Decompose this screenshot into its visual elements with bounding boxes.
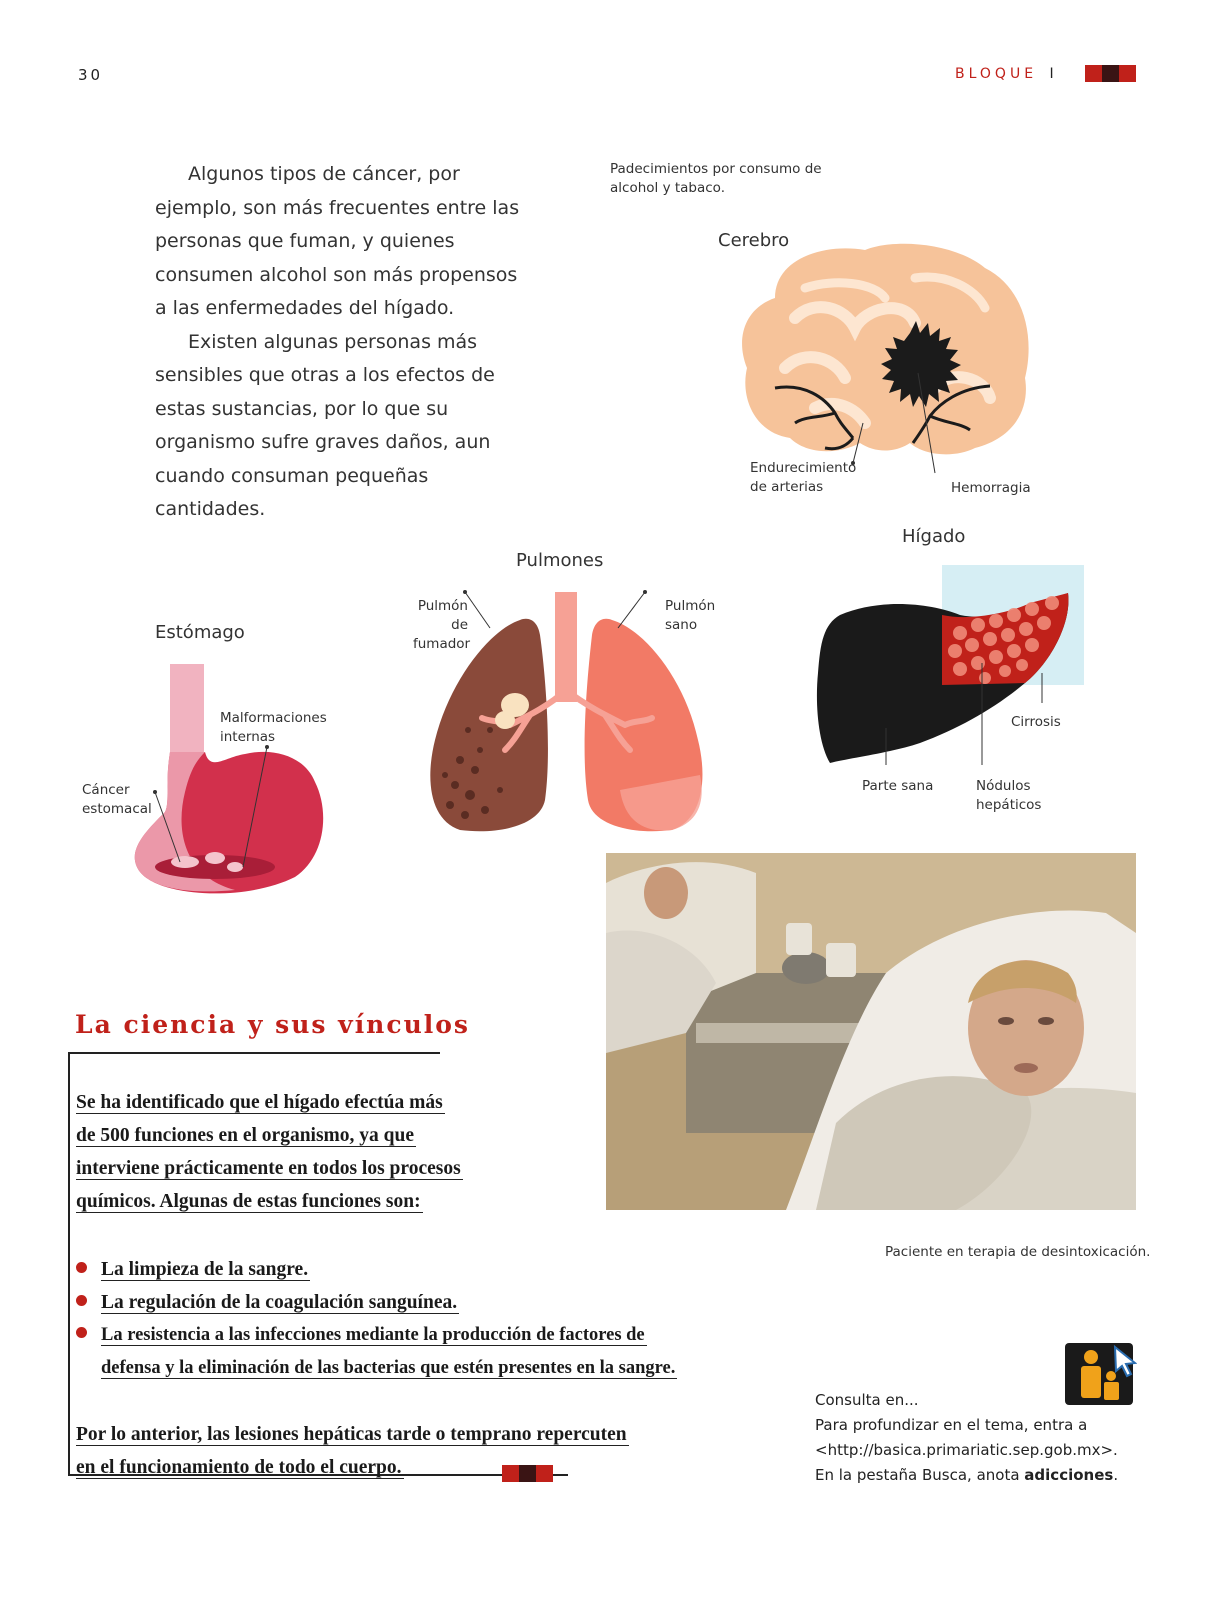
liver-healthy-label: Parte sana [862, 778, 934, 794]
bullet-icon [76, 1327, 87, 1338]
header-color-blocks [1085, 65, 1136, 82]
brain-illustration [735, 238, 1035, 478]
consult-keyword: adicciones [1024, 1466, 1114, 1484]
intro-text [155, 158, 525, 527]
science-section-title: La ciencia y sus vínculos [75, 1010, 471, 1039]
brain-title: Cerebro [718, 230, 790, 251]
consult-instruction: En la pestaña Busca, anota adicciones. [815, 1466, 1119, 1484]
stomach-malformations-label: Malformaciones internas [220, 710, 327, 745]
list-item: La regulación de la coagulación sanguínea. [76, 1286, 677, 1319]
brain-hemorrhage-label: Hemorragia [951, 480, 1031, 496]
list-item: La limpieza de la sangre. [76, 1253, 677, 1286]
science-closing: Por lo anterior, las lesiones hepáticas tarde o temprano repercuten en el funcionamiento de todo el cuerpo. [76, 1424, 627, 1478]
brain-artery-label: Endurecimiento de arterias [750, 460, 857, 495]
page-number: 30 [78, 66, 104, 84]
lungs-smoker-label: Pulmón de fumador [413, 598, 471, 652]
lungs-healthy-label: Pulmón sano [665, 598, 716, 633]
stomach-title: Estómago [155, 622, 245, 643]
lungs-title: Pulmones [516, 550, 604, 571]
science-box-left-border [68, 1052, 70, 1475]
intro-paragraph: Algunos tipos de cáncer, por ejemplo, son más frecuentes entre las personas que fuman, y quienes consumen alcohol son más propensos a las enfermedades del hígado. [155, 163, 520, 319]
consult-link[interactable]: <http://basica.primariatic.sep.gob.mx>. [815, 1441, 1118, 1459]
list-item: La resistencia a las infecciones mediante la producción de factores de [76, 1319, 677, 1352]
patient-photo [606, 853, 1136, 1210]
liver-title: Hígado [902, 526, 966, 547]
science-title-underline [68, 1052, 440, 1054]
liver-illustration [810, 563, 1090, 793]
science-bullets: La limpieza de la sangre. La regulación de la coagulación sanguínea. La resistencia a las infecciones mediante la producción de factores de defensa y la eliminación de las bacterias que estén presentes en la sangre. [76, 1253, 677, 1385]
intro-paragraph: Existen algunas personas más sensibles que otras a los efectos de estas sustancias, por lo que su organismo sufre graves daños, aun cuando consuman pequeñas cantidades. [155, 330, 495, 520]
end-color-blocks [502, 1465, 553, 1482]
stomach-illustration [125, 662, 335, 902]
section-header [955, 66, 1058, 82]
science-intro: Se ha identificado que el hígado efectúa más de 500 funciones en el organismo, ya que interviene prácticamente en todos los procesos químicos. Algunas de estas funciones son: [76, 1092, 461, 1212]
diagram-caption: Padecimientos por consumo de alcohol y tabaco. [610, 161, 822, 196]
photo-caption: Paciente en terapia de desintoxicación. [885, 1244, 1151, 1260]
liver-cirrhosis-label: Cirrosis [1011, 714, 1061, 730]
bullet-icon [76, 1262, 87, 1273]
section-label: BLOQUE [955, 66, 1038, 82]
bullet-icon [76, 1295, 87, 1306]
consult-text: Para profundizar en el tema, entra a [815, 1416, 1088, 1434]
section-number: I [1049, 66, 1058, 82]
liver-nodules-label: Nódulos hepáticos [976, 778, 1042, 813]
consult-title: Consulta en... [815, 1391, 919, 1409]
stomach-cancer-label: Cáncer estomacal [82, 782, 152, 817]
consult-box [815, 1388, 1118, 1488]
